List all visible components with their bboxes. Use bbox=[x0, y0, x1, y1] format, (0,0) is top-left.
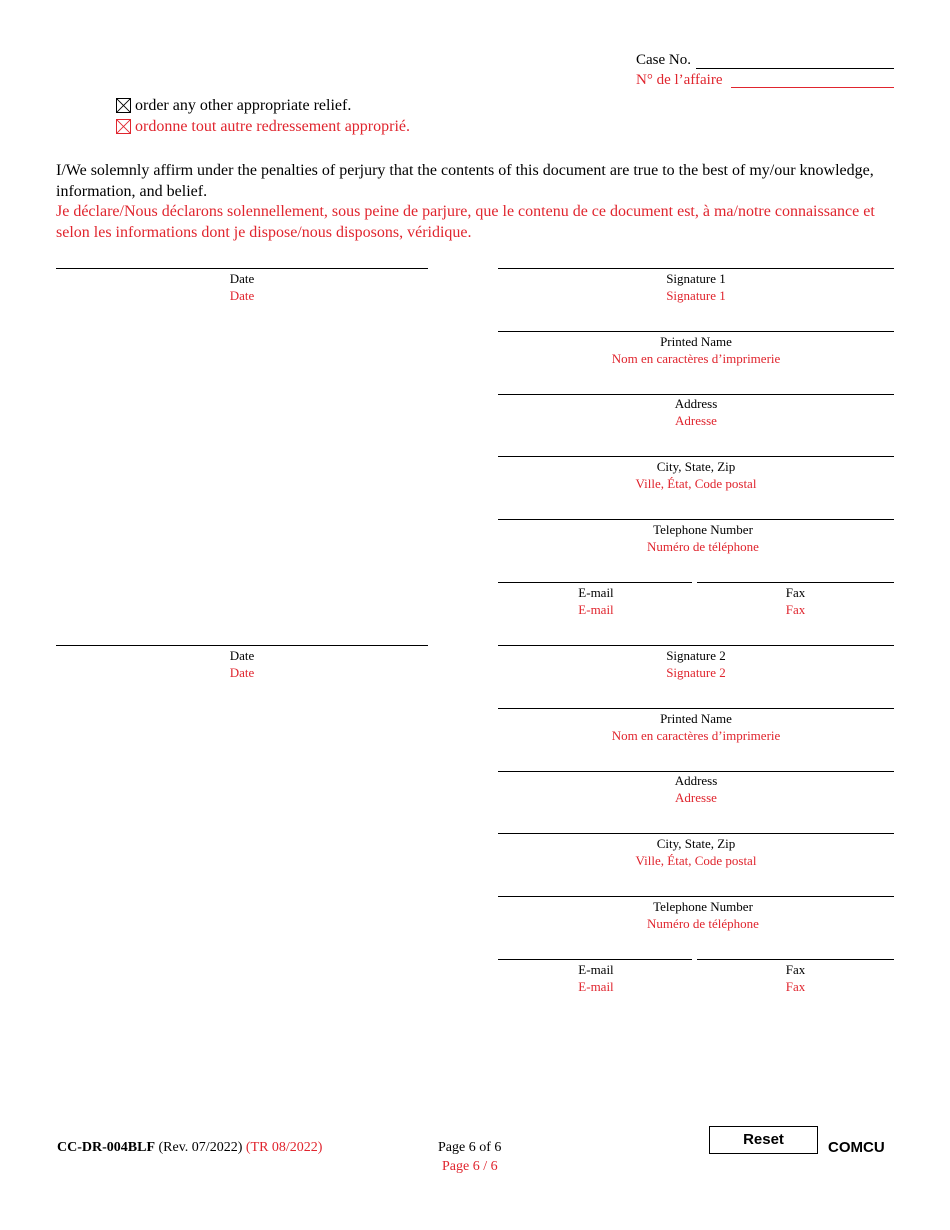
date-1-label: Date bbox=[229, 271, 255, 286]
date-2-label: Date bbox=[229, 648, 255, 663]
email-1-caption bbox=[498, 584, 694, 618]
relief-checkbox-fr bbox=[116, 119, 131, 134]
relief-checkbox[interactable] bbox=[116, 98, 131, 113]
form-id: CC-DR-004BLF bbox=[57, 1140, 155, 1155]
telephone-1-label-fr: Numéro de téléphone bbox=[647, 539, 759, 554]
checkbox-x-icon bbox=[117, 99, 130, 112]
fax-2-label: Fax bbox=[785, 962, 806, 977]
affirmation-text: I/We solemnly affirm under the penalties of perjury that the contents of this document are true to the best of my/our knowledge, information, and belief. bbox=[56, 162, 874, 200]
city-state-zip-1-field[interactable] bbox=[498, 456, 894, 457]
date-1-field[interactable] bbox=[56, 268, 428, 269]
date-1-label-fr: Date bbox=[229, 288, 255, 303]
email-2-field[interactable] bbox=[498, 959, 692, 960]
city-state-zip-2-label-fr: Ville, État, Code postal bbox=[635, 853, 757, 868]
city-state-zip-1-label: City, State, Zip bbox=[656, 459, 736, 474]
fax-1-label-fr: Fax bbox=[785, 602, 806, 617]
email-1-label: E-mail bbox=[578, 585, 614, 600]
address-1-label: Address bbox=[674, 396, 718, 411]
address-2-label: Address bbox=[674, 773, 718, 788]
telephone-2-caption bbox=[498, 898, 908, 932]
signature-1-label-fr: Signature 1 bbox=[666, 288, 726, 303]
address-1-label-fr: Adresse bbox=[675, 413, 717, 428]
signature-2-label: Signature 2 bbox=[666, 648, 726, 663]
date-2-field[interactable] bbox=[56, 645, 428, 646]
address-2-label-fr: Adresse bbox=[675, 790, 717, 805]
case-number-field-fr bbox=[731, 87, 894, 88]
signature-1-field[interactable] bbox=[498, 268, 894, 269]
form-code: COMCU bbox=[828, 1139, 885, 1156]
fax-2-caption bbox=[697, 961, 894, 995]
date-2-caption bbox=[56, 647, 428, 681]
date-2-label-fr: Date bbox=[229, 665, 255, 680]
email-2-caption bbox=[498, 961, 694, 995]
signature-2-field[interactable] bbox=[498, 645, 894, 646]
case-number-field[interactable] bbox=[696, 68, 894, 69]
email-1-field[interactable] bbox=[498, 582, 692, 583]
form-translation-revision: (TR 08/2022) bbox=[245, 1140, 323, 1155]
telephone-2-label-fr: Numéro de téléphone bbox=[647, 916, 759, 931]
email-1-label-fr: E-mail bbox=[578, 602, 614, 617]
fax-2-field[interactable] bbox=[697, 959, 894, 960]
printed-name-2-field[interactable] bbox=[498, 708, 894, 709]
form-revision: (Rev. 07/2022) bbox=[158, 1140, 243, 1155]
page-number-fr: Page 6 / 6 bbox=[442, 1159, 498, 1174]
printed-name-1-label-fr: Nom en caractères d’imprimerie bbox=[611, 351, 781, 366]
city-state-zip-2-caption bbox=[498, 835, 894, 869]
fax-1-label: Fax bbox=[785, 585, 806, 600]
printed-name-2-label-fr: Nom en caractères d’imprimerie bbox=[611, 728, 781, 743]
fax-2-label-fr: Fax bbox=[785, 979, 806, 994]
telephone-2-field[interactable] bbox=[498, 896, 894, 897]
page-number: Page 6 of 6 bbox=[438, 1140, 502, 1155]
signature-1-caption bbox=[498, 270, 894, 304]
telephone-1-caption bbox=[498, 521, 908, 555]
fax-1-field[interactable] bbox=[697, 582, 894, 583]
email-2-label: E-mail bbox=[578, 962, 614, 977]
case-number-label: Case No. bbox=[636, 52, 691, 68]
printed-name-1-caption bbox=[498, 333, 894, 367]
fax-1-caption bbox=[697, 584, 894, 618]
affirmation-text-fr: Je déclare/Nous déclarons solennellement, sous peine de parjure, que le contenu de ce document est, à ma/notre connaissance et selon les informations dont je dispose/nous disposons, véridique. bbox=[56, 203, 875, 241]
form-id-line bbox=[57, 1140, 322, 1156]
city-state-zip-1-caption bbox=[498, 458, 894, 492]
signature-2-caption bbox=[498, 647, 894, 681]
case-number-label-fr: N° de l’affaire bbox=[636, 72, 723, 88]
printed-name-1-label: Printed Name bbox=[660, 334, 732, 349]
telephone-2-label: Telephone Number bbox=[653, 899, 753, 914]
signature-1-label: Signature 1 bbox=[666, 271, 726, 286]
printed-name-2-label: Printed Name bbox=[660, 711, 732, 726]
address-2-caption bbox=[498, 772, 894, 806]
city-state-zip-1-label-fr: Ville, État, Code postal bbox=[635, 476, 757, 491]
address-1-caption bbox=[498, 395, 894, 429]
relief-label-fr: ordonne tout autre redressement approprié. bbox=[135, 118, 411, 135]
signature-2-label-fr: Signature 2 bbox=[666, 665, 726, 680]
city-state-zip-2-field[interactable] bbox=[498, 833, 894, 834]
printed-name-1-field[interactable] bbox=[498, 331, 894, 332]
telephone-1-field[interactable] bbox=[498, 519, 894, 520]
date-1-caption bbox=[56, 270, 428, 304]
email-2-label-fr: E-mail bbox=[578, 979, 614, 994]
printed-name-2-caption bbox=[498, 710, 894, 744]
telephone-1-label: Telephone Number bbox=[653, 522, 753, 537]
city-state-zip-2-label: City, State, Zip bbox=[656, 836, 736, 851]
reset-button[interactable]: Reset bbox=[709, 1126, 818, 1154]
checkbox-x-icon bbox=[117, 120, 130, 133]
relief-label: order any other appropriate relief. bbox=[135, 97, 352, 114]
